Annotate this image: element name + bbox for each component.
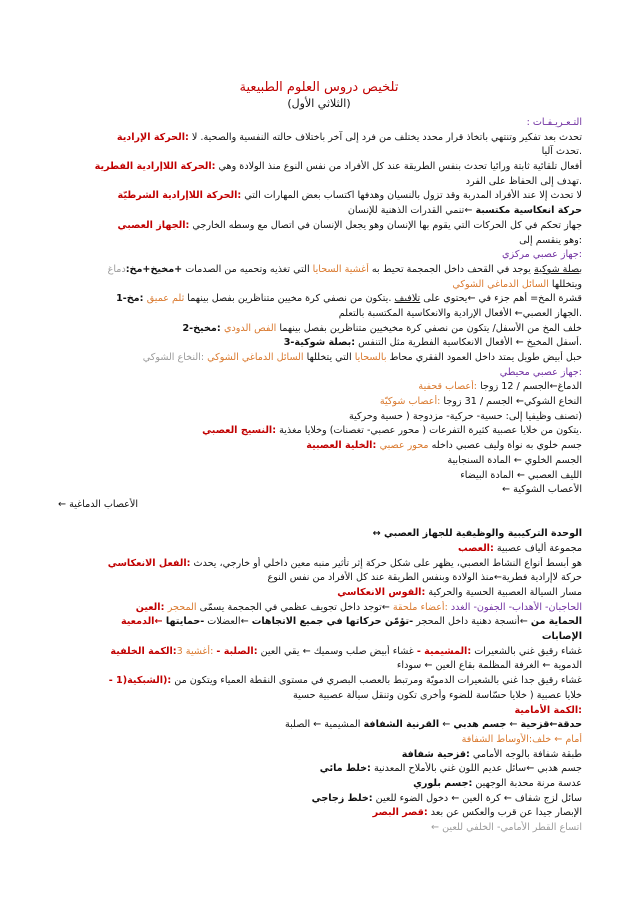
text-segment: سائل لزج شفاف ← كرة العين ← دخول الضوء للعين	[372, 792, 582, 804]
text-line	[58, 351, 582, 366]
text-line	[58, 131, 582, 146]
text-line	[58, 777, 582, 792]
text-segment: .تحدث آليا	[541, 146, 582, 158]
text-segment: الدموية ← الغرفة المظلمة بقاع العين ← سوداء	[396, 660, 582, 672]
text-segment: الليف العصبي ← المادة البيضاء	[460, 469, 582, 481]
text-segment: أغشية السحايا	[312, 263, 369, 275]
text-segment: :أعصاب شوكيّة	[379, 396, 441, 408]
text-segment: :خلط مائي	[319, 763, 371, 775]
text-segment: اتساع القطر الأمامي- الخلفي للعين ←	[431, 822, 582, 833]
text-segment: :العين	[135, 601, 168, 613]
text-line	[58, 204, 582, 219]
text-line	[58, 175, 582, 190]
text-segment: ←الدمعية	[120, 616, 166, 628]
text-segment: :القوس الانعكاسي	[337, 587, 426, 598]
text-segment: التي يتخللها	[303, 352, 355, 363]
text-segment: خلف المخ من الأسفل/ يتكون من نصفي كرة مخيخيين متناظرين بفصل بينهما	[276, 322, 582, 334]
text-segment: :الصلبة -	[216, 645, 258, 657]
text-line	[58, 307, 582, 322]
text-segment: جسم هدبي ←سائل عديم اللون غني بالأملاح المعدنية	[370, 763, 582, 775]
text-segment: جهاز تحكم في كل الحركات التي يقوم بها الإنسان وهو يجعل الإنسان في اتصال مع وسطه الخارجي	[189, 219, 582, 231]
text-segment: دماغ	[107, 263, 126, 275]
text-line	[58, 659, 582, 674]
text-segment: حبل أبيض طويل يمتد داخل العمود الفقري محاط	[386, 352, 582, 363]
text-segment: غشاء أبيض صلب وسميك ← يقي العين	[257, 645, 417, 657]
text-line	[58, 513, 582, 528]
text-segment: ←تنمي القدرات الذهنية للإنسان	[347, 205, 476, 217]
text-segment: القرنية الشفافة	[363, 719, 440, 731]
text-segment: (تصنف وظيفيا إلى: حسية- حركية- مزدوجة ( حسية وحركية	[348, 410, 582, 422]
text-segment: لا تحدث إلا عند الأفراد المدربة وقد تزول بالنسيان وهدفها اكتساب بعض المهارات التي	[241, 190, 582, 202]
text-line	[58, 571, 582, 586]
text-line	[58, 278, 582, 293]
text-segment: :قصر البصر	[372, 807, 428, 819]
text-segment: :المشيمية -	[416, 645, 472, 657]
text-segment: :وهو ينقسم إلى	[519, 234, 582, 246]
text-segment: :الحركة اللاإرادية الفطرية	[94, 161, 216, 173]
text-segment: محور عصبي	[379, 440, 429, 452]
text-segment: .يتكون من نصفي كرة مخيين متناظرين بفصل بينهما	[184, 293, 395, 305]
text-segment: ←العضلات	[204, 616, 252, 628]
text-line	[58, 439, 582, 454]
text-segment: :خلط زجاجي	[311, 792, 373, 804]
text-segment: الحاجبان- الأهداب- الجفون- الغدد	[450, 601, 582, 613]
summary-lines	[58, 116, 582, 836]
text-segment: المحجر	[167, 601, 197, 613]
text-segment: :النسيج العصبي	[202, 425, 277, 437]
text-segment: طبقة شفافة بالوجه الأمامي	[469, 748, 582, 760]
text-segment: .تهدف إلى الحفاظ على الفرد	[465, 175, 582, 187]
text-segment: التـعـريـفـات :	[526, 117, 582, 128]
text-line	[58, 527, 582, 542]
text-segment: :النخاع الشوكي	[142, 352, 208, 363]
text-segment: الوحدة التركيبية والوظيفية للجهاز العصبي ↔	[372, 528, 582, 540]
text-segment: -تؤمّن حركاتها في جميع الاتجاهات	[251, 616, 414, 628]
text-segment: :الحركة الإرادية	[116, 131, 189, 143]
text-line	[58, 704, 582, 719]
text-line	[58, 615, 582, 630]
text-segment: :الخلية العصبية	[306, 440, 380, 452]
text-segment: غشاء رقيق جدا غني بالشعيرات الدمويّة ومرتبط بالعصب البصري في مستوى النقطة العمياء ويتكون من	[171, 675, 582, 687]
text-segment: :جهاز عصبي مركزي	[502, 249, 582, 261]
text-segment: السائل الدماغي الشوكي	[207, 352, 304, 363]
text-segment: الجسم الخلوي ← المادة السنجابية	[447, 454, 582, 466]
text-segment: أفعال تلقائية ثابتة ورائيا تحدث بنفس الطريقة عند كل الأفراد من نفس النوع منذ الولادة وهي	[215, 161, 582, 173]
text-line	[58, 469, 582, 484]
text-line	[58, 424, 582, 439]
text-segment: :أعصاب قحفية	[418, 381, 478, 393]
text-segment: :مخيخ-2	[182, 322, 224, 334]
text-line	[58, 292, 582, 307]
text-segment: :أغشية 3	[176, 645, 217, 657]
text-segment: :(الشبكية(1 -	[108, 675, 172, 687]
document-title: تلخيص دروس العلوم الطبيعية	[239, 80, 399, 95]
text-line	[58, 145, 582, 160]
text-segment: الأعصاب الشوكية ←	[502, 484, 582, 496]
text-segment: الحماية من	[530, 616, 582, 628]
text-line	[58, 689, 582, 704]
text-segment: تلافيف	[394, 293, 421, 305]
text-line	[58, 674, 582, 689]
text-segment: ويتخللها	[548, 278, 582, 290]
text-line	[58, 380, 582, 395]
text-line	[58, 219, 582, 234]
text-segment: النخاع الشوكي← الجسم / 31 زوجا	[440, 396, 582, 408]
text-segment: الأعصاب الدماغية ←	[58, 498, 139, 510]
text-line	[58, 630, 582, 645]
text-segment: :قزحية شفافة	[401, 748, 470, 760]
text-segment: خلايا عصبية ( خلايا حسّاسة للضوء وأخرى تكون وتنقل سيالة عصبية حسية	[293, 689, 582, 701]
text-line	[58, 410, 582, 425]
text-line	[58, 366, 582, 381]
text-line	[58, 498, 582, 513]
text-line	[58, 263, 582, 278]
text-line	[58, 586, 582, 601]
text-segment: حدقة←قزحية	[520, 719, 582, 731]
text-segment: +مخيخ+مخ:	[125, 263, 183, 275]
text-segment: :الجهاز العصبي	[117, 219, 190, 231]
text-segment: تحدث بعد تفكير وتنتهي باتخاذ قرار محدد يختلف من فرد إلى آخر باختلاف حالته النفسية والصحية. لا	[188, 131, 582, 143]
text-segment: :العصب	[458, 542, 494, 554]
text-segment: :بصلة شوكية-3	[283, 337, 356, 349]
text-segment: قشرة المخ= أهم جزء في ←يحتوي على	[420, 293, 582, 305]
text-line	[58, 557, 582, 572]
text-segment: :مخ-1	[116, 293, 147, 305]
text-segment: يوجد في القحف داخل الجمجمة تحيط به	[368, 263, 535, 275]
text-segment: بالسحايا	[354, 352, 387, 363]
text-line	[58, 234, 582, 249]
text-line	[58, 189, 582, 204]
text-line	[58, 322, 582, 337]
text-line	[58, 718, 582, 733]
text-segment: مجموعة ألياف عصبية	[493, 542, 582, 554]
text-segment: التي تغذيه وتحميه من الصدمات	[182, 263, 313, 275]
text-line	[58, 248, 582, 263]
text-segment: :الفعل الانعكاسي	[107, 557, 191, 569]
text-segment: .الجهاز العصبي← الأفعال الإرادية والانعكاسية المكتسبة بالتعلم	[338, 307, 582, 319]
text-line	[58, 762, 582, 777]
text-line	[58, 601, 582, 616]
text-segment: ←	[439, 719, 454, 731]
text-segment: ←أنسجة دهنية داخل المحجر	[413, 616, 531, 628]
text-line	[58, 733, 582, 748]
text-line	[58, 645, 582, 660]
text-segment: جسم خلوي به نواة وليف عصبي داخله	[428, 440, 582, 452]
text-segment: :أعضاء ملحقة	[392, 601, 451, 613]
text-segment: -حمايتها	[165, 616, 205, 628]
text-line	[58, 542, 582, 557]
text-segment: غشاء رقيق غني بالشعيرات	[471, 645, 582, 657]
text-segment: المشيمية ← الصلبة	[284, 719, 364, 731]
text-segment: بصلة شوكية	[534, 263, 582, 275]
text-segment: مسار السيالة العصبية الحسية والحركية	[425, 587, 582, 598]
text-segment: جسم هدبي	[453, 719, 507, 731]
text-line	[58, 336, 582, 351]
document-subtitle: (الثلاثي الأول)	[287, 97, 351, 110]
text-segment: :جسم بلوري	[413, 777, 473, 789]
text-segment: :الأوساط الشفافة	[461, 733, 533, 745]
text-line	[58, 748, 582, 763]
text-segment: هو أبسط أنواع النشاط العصبي، يظهر على شكل حركة إثر تأثير منبه معين داخلي أو خارجي، يحدث	[190, 557, 582, 569]
text-segment: حركة انعكاسية مكتسبة	[475, 205, 582, 217]
text-line	[58, 116, 582, 131]
text-segment: :الكمة الخلفية	[110, 645, 177, 657]
text-segment: ←توجد داخل تجويف عظمي في الجمجمة يسمّى	[196, 601, 393, 613]
text-line	[58, 806, 582, 821]
text-segment: الدماغ←الجسم / 12 زوجا	[477, 381, 582, 393]
text-segment: السائل الدماغي الشوكي	[452, 278, 549, 290]
text-segment: ←	[506, 719, 521, 731]
text-segment: .يتكون من خلايا عصبية كثيرة التفرعات ( محور عصبي- تغصنات) وخلايا مغذية	[276, 425, 582, 437]
text-segment: :جهاز عصبي محيطي	[499, 366, 582, 378]
text-segment: عدسة مرنة محدبة الوجهين	[472, 777, 582, 789]
text-segment: حركة لاإرادية فطرية←منذ الولادة وبنفس الطريقة عند كل الأفراد من نفس النوع	[267, 572, 582, 584]
text-line	[58, 395, 582, 410]
text-segment: :الحركة اللاإرادية الشرطيّة	[117, 190, 242, 202]
text-segment: :الكمة الأمامية	[514, 704, 582, 716]
text-segment: الإصابات	[541, 631, 582, 643]
text-line	[58, 160, 582, 175]
text-segment: .أسفل المخيخ ← الأفعال الانعكاسية الفطرية مثل التنفس	[355, 337, 582, 349]
text-line	[58, 792, 582, 807]
text-line	[58, 483, 582, 498]
text-line	[58, 821, 582, 836]
text-segment: ثلم عميق	[146, 293, 185, 305]
text-line	[58, 454, 582, 469]
text-segment: أمام ← خلف	[532, 733, 582, 745]
text-segment: الإبصار جيدا عن قرب والعكس عن بعد	[427, 807, 582, 819]
text-segment: الفص الدودي	[224, 322, 277, 334]
